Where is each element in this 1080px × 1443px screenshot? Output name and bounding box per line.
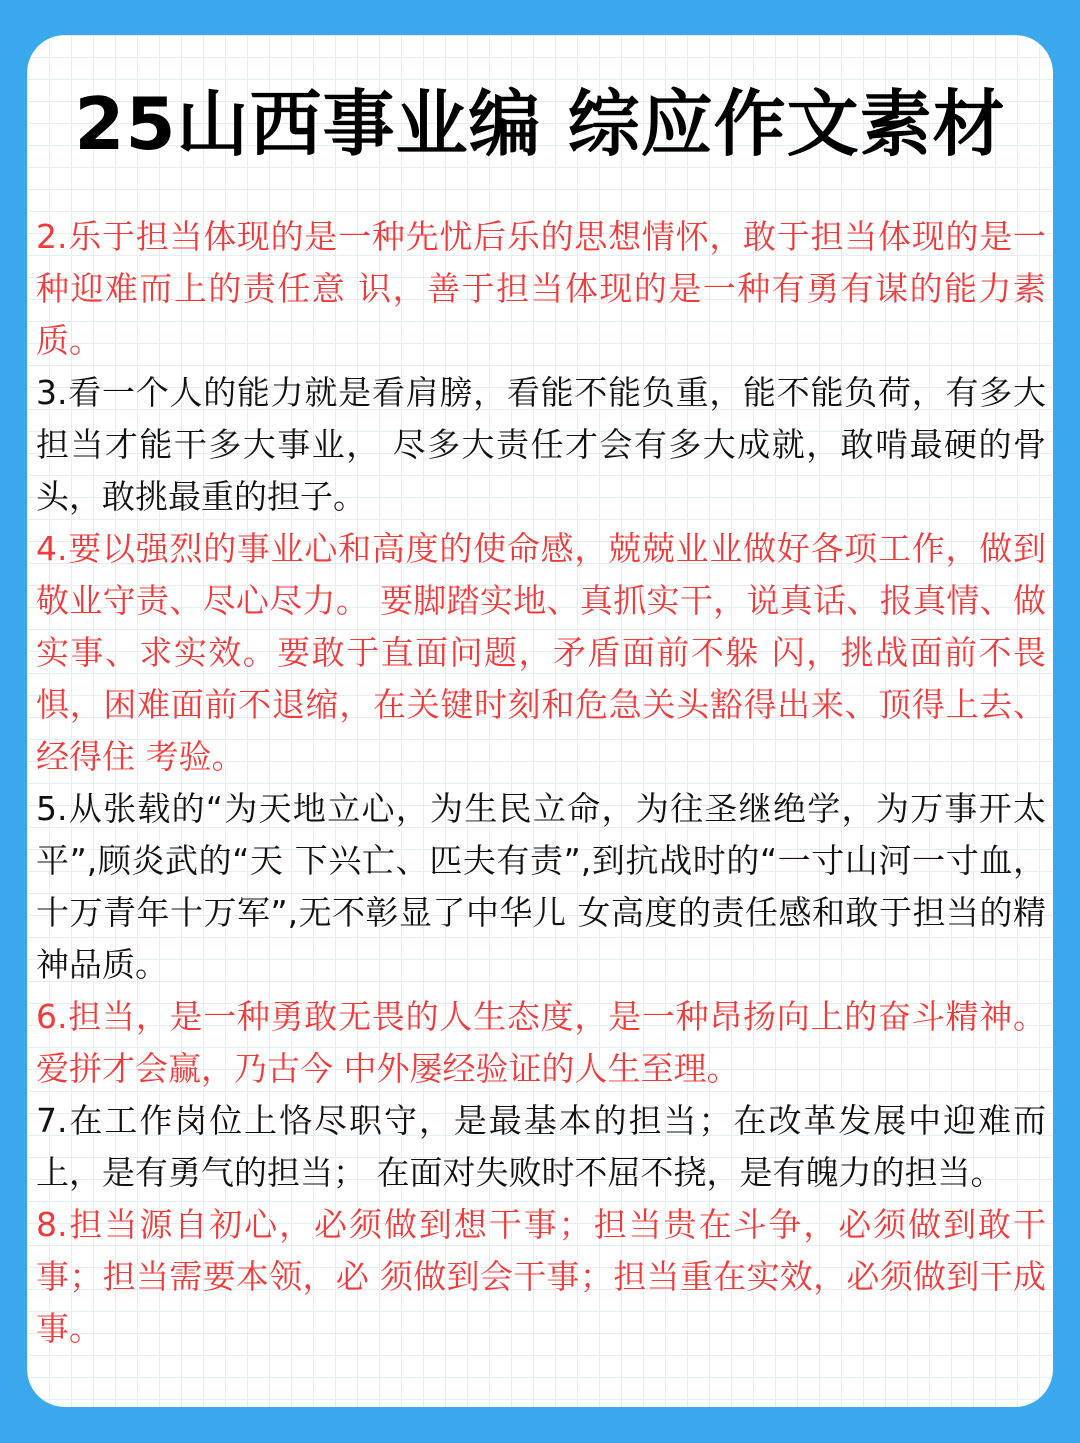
page-title: 25山西事业编 综应作文素材 <box>74 82 1006 166</box>
material-item-7: 7.在工作岗位上恪尽职守，是最基本的担当；在改革发展中迎难而上，是有勇气的担当； 在面对失败时不屈不挠，是有魄力的担当。 <box>36 1101 1046 1192</box>
material-item-4: 4.要以强烈的事业心和高度的使命感，兢兢业业做好各项工作，做到敬业守责、尽心尽力。 要脚踏实地、真抓实干，说真话、报真情、做实事、求实效。要敢于直面问题，矛盾面前不躲 闪，挑战面前不畏惧，困难面前不退缩，在关键时刻和危急关头豁得出来、顶得上去、经得住 考验。 <box>36 529 1046 776</box>
material-item-3: 3.看一个人的能力就是看肩膀，看能不能负重，能不能负荷，有多大担当才能干多大事业， 尽多大责任才会有多大成就，敢啃最硬的骨头，敢挑最重的担子。 <box>36 373 1046 516</box>
material-item-6: 6.担当，是一种勇敢无畏的人生态度，是一种昂扬向上的奋斗精神。爱拼才会赢，乃古今 中外屡经验证的人生至理。 <box>36 997 1046 1088</box>
essay-material-list <box>36 211 1046 1355</box>
content-card <box>27 35 1053 1407</box>
material-item-5: 5.从张载的“为天地立心，为生民立命，为往圣继绝学，为万事开太平”,顾炎武的“天 下兴亡、匹夫有责”,到抗战时的“一寸山河一寸血，十万青年十万军”,无不彰显了中华儿 女高度的责任感和敢于担当的精神品质。 <box>36 789 1046 984</box>
material-item-8: 8.担当源自初心，必须做到想干事；担当贵在斗争，必须做到敢干事；担当需要本领，必 须做到会干事；担当重在实效，必须做到干成事。 <box>36 1205 1046 1348</box>
material-item-2: 2.乐于担当体现的是一种先忧后乐的思想情怀，敢于担当体现的是一种迎难而上的责任意 识，善于担当体现的是一种有勇有谋的能力素质。 <box>36 217 1046 360</box>
